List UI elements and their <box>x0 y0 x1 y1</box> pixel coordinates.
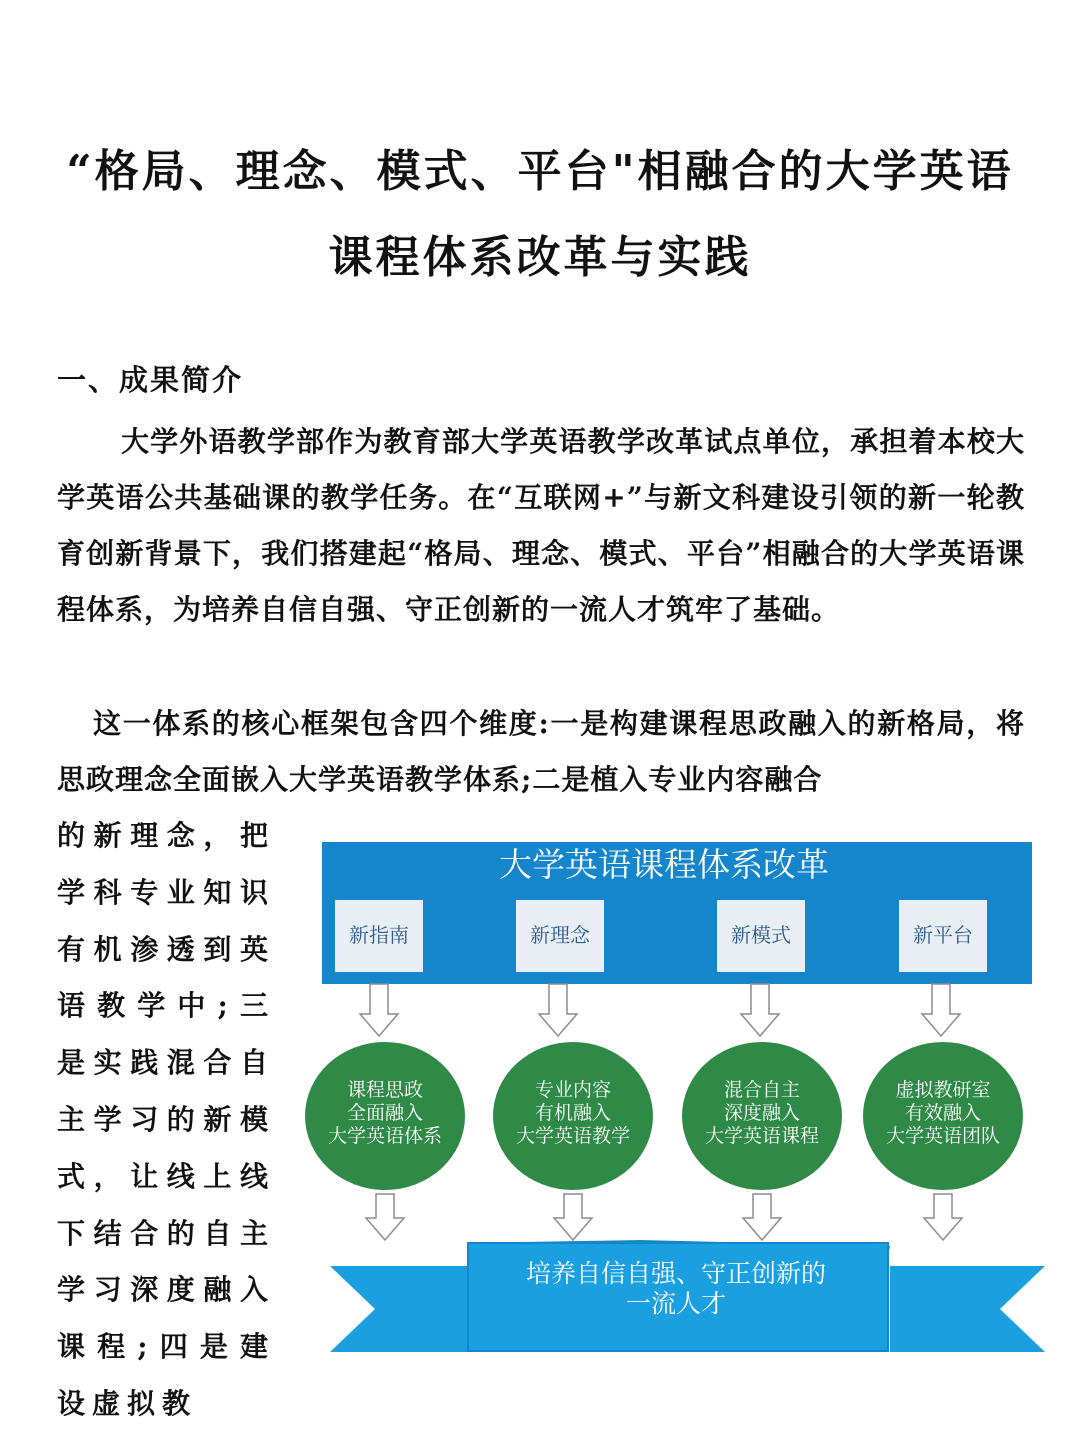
down-arrow-icon <box>554 1194 592 1240</box>
box-new-model <box>717 900 805 972</box>
down-arrow-icon <box>366 1194 404 1240</box>
circle-line: 有机融入 <box>534 1102 612 1124</box>
circle-line: 深度融入 <box>723 1102 801 1124</box>
down-arrow-icon <box>922 984 960 1036</box>
section-heading: 一、成果简介 <box>57 363 244 397</box>
banner-line-2: 一流人才 <box>625 1289 727 1318</box>
circle-virtual <box>863 1042 1023 1190</box>
title-line-1: “格局、理念、模式、平台"相融合的大学英语 <box>66 146 1014 197</box>
down-arrow-icon <box>743 1194 781 1240</box>
box-label: 新平台 <box>913 923 973 947</box>
paragraph-framework: 这一体系的核心框架包含四个维度:一是构建课程思政融入的新格局，将思政理念全面嵌入大学英语教学体系;二是植入专业内容融合 <box>57 707 1025 796</box>
circle-line: 专业内容 <box>534 1079 612 1101</box>
circle-line: 大学英语课程 <box>704 1125 820 1147</box>
circle-line: 大学英语体系 <box>327 1125 443 1147</box>
diagram-header-title: 大学英语课程体系改革 <box>499 845 829 884</box>
circle-line: 课程思政 <box>346 1079 424 1101</box>
title-line-2: 课程体系改革与实践 <box>328 232 752 283</box>
box-new-concept <box>516 900 604 972</box>
circle-blended <box>682 1042 842 1190</box>
paragraph-intro: 大学外语教学部作为教育部大学英语教学改革试点单位，承担着本校大学英语公共基础课的教学任务。在“互联网+”与新文科建设引领的新一轮教育创新背景下，我们搭建起“格局、理念、模式、平台”相融合的大学英语课程体系，为培养自信自强、守正创新的一流人才筑牢了基础。 <box>57 425 1025 626</box>
circle-line: 虚拟教研室 <box>895 1079 991 1101</box>
circle-line: 大学英语团队 <box>885 1125 1001 1147</box>
down-arrow-icon <box>539 984 577 1036</box>
circle-line: 混合自主 <box>723 1079 801 1101</box>
result-banner <box>330 1240 1045 1352</box>
down-arrow-icon <box>924 1194 962 1240</box>
banner-line-1: 培养自信自强、守正创新的 <box>525 1259 827 1288</box>
down-arrow-icon <box>360 984 398 1036</box>
circle-line: 有效融入 <box>904 1102 982 1124</box>
box-label: 新模式 <box>731 923 791 947</box>
box-new-platform <box>899 900 987 972</box>
box-new-guide <box>335 900 423 972</box>
circle-line: 全面融入 <box>346 1102 424 1124</box>
paragraph-framework-continued: 的新理念，把学科专业知识有机渗透到英语教学中;三是实践混合自主学习的新模式，让线上线下结合的自主学习深度融入课程;四是建设虚拟教 <box>57 819 275 1420</box>
reform-diagram <box>300 830 1060 1366</box>
box-label: 新理念 <box>530 923 590 947</box>
circle-ideology <box>305 1042 465 1190</box>
circle-content <box>493 1042 653 1190</box>
down-arrow-icon <box>741 984 779 1036</box>
circle-line: 大学英语教学 <box>515 1125 631 1147</box>
box-label: 新指南 <box>349 923 409 947</box>
